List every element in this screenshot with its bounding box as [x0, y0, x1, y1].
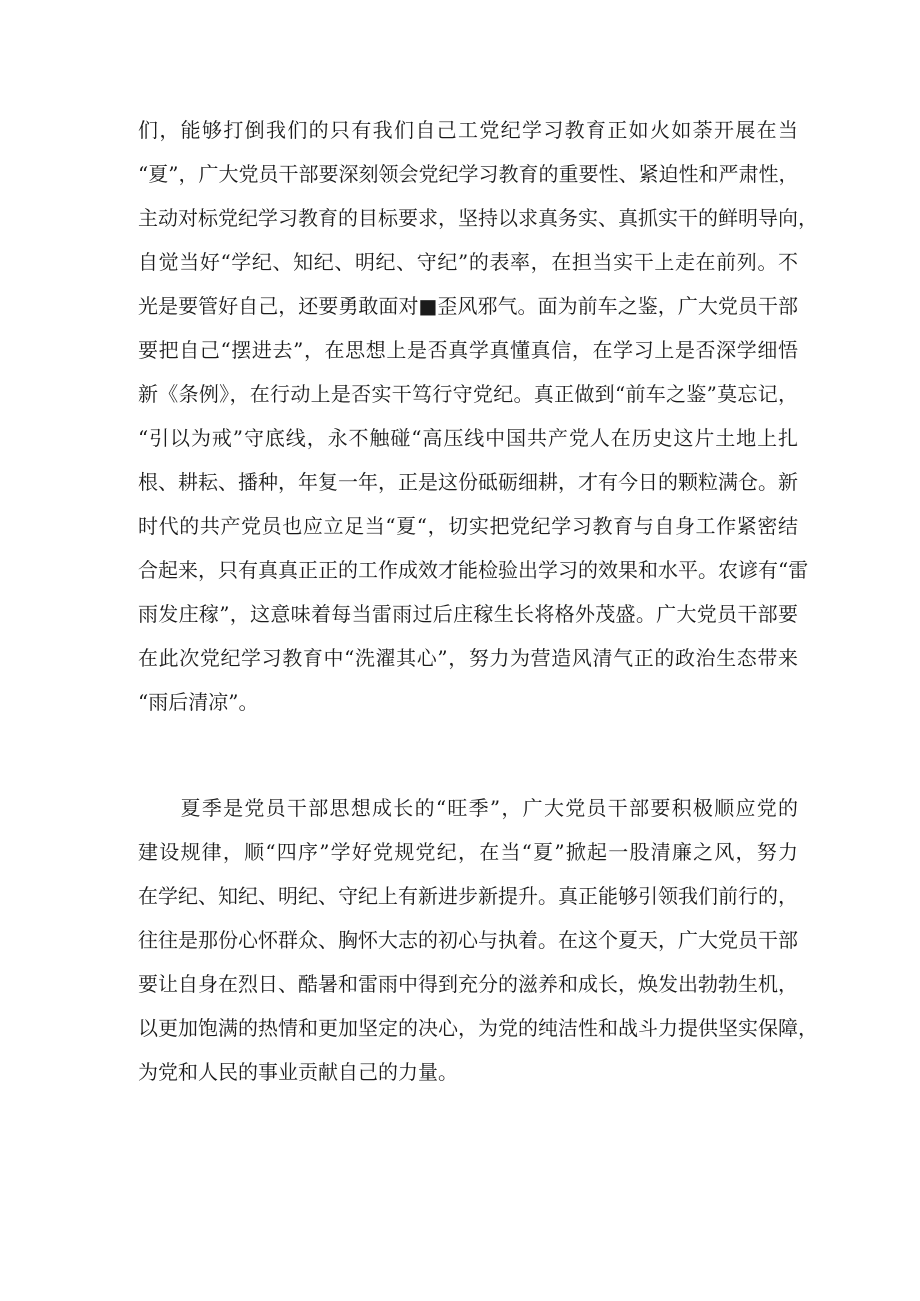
paragraph-line: “引以为戒”守底线，永不触碰“高压线中国共产党人在历史这片土地上扎	[138, 426, 798, 450]
paragraph-line: 在学纪、知纪、明纪、守纪上有新进步新提升。真正能够引领我们前行的，	[138, 884, 798, 908]
paragraph-1	[138, 108, 818, 724]
paragraph-line: 合起来，只有真真正正的工作成效才能检验出学习的效果和水平。农谚有“雷	[138, 558, 809, 582]
paragraph-line: 主动对标党纪学习教育的目标要求，坚持以求真务实、真抓实干的鲜明导向，	[138, 206, 818, 230]
paragraph-line: “雨后清凉”。	[138, 690, 259, 714]
paragraph-line: 在此次党纪学习教育中“洗濯其心”，努力为营造风清气正的政治生态带来	[138, 646, 798, 670]
paragraph-line: 以更加饱满的热情和更加坚定的决心，为党的纯洁性和战斗力提供坚实保障，	[138, 1016, 818, 1040]
paragraph-line: 建设规律，顺“四序”学好党规党纪，在当“夏”掀起一股清廉之风，努力	[138, 840, 798, 864]
paragraph-line: 夏季是党员干部思想成长的“旺季”，广大党员干部要积极顺应党的	[138, 796, 798, 820]
paragraph-line: 要让自身在烈日、酷暑和雷雨中得到充分的滋养和成长，焕发出勃勃生机，	[138, 972, 798, 996]
paragraph-2	[138, 786, 818, 1094]
paragraph-line: 新《条例》，在行动上是否实干笃行守党纪。真正做到“前车之鉴”莫忘记，	[138, 382, 798, 406]
paragraph-line: 为党和人民的事业贡献自己的力量。	[138, 1060, 458, 1084]
paragraph-line: 根、耕耘、播种，年复一年，正是这份砥砺细耕，才有今日的颗粒满仓。新	[138, 470, 798, 494]
paragraph-line: 要把自己“摆进去”，在思想上是否真学真懂真信，在学习上是否深学细悟	[138, 338, 798, 362]
paragraph-line: 自觉当好“学纪、知纪、明纪、守纪”的表率，在担当实干上走在前列。不	[138, 250, 798, 274]
paragraph-line: “夏”，广大党员干部要深刻领会党纪学习教育的重要性、紧迫性和严肃性，	[138, 162, 799, 186]
paragraph-line: 时代的共产党员也应立足当“夏“，切实把党纪学习教育与自身工作紧密结	[138, 514, 798, 538]
paragraph-line: 光是要管好自己，还要勇敢面对■歪风邪气。面为前车之鉴，广大党员干部	[138, 294, 798, 318]
paragraph-line: 们，能够打倒我们的只有我们自己工党纪学习教育正如火如荼开展在当	[138, 118, 798, 142]
paragraph-line: 雨发庄稼”，这意味着每当雷雨过后庄稼生长将格外茂盛。广大党员干部要	[138, 602, 798, 626]
paragraph-line: 往往是那份心怀群众、胸怀大志的初心与执着。在这个夏天，广大党员干部	[138, 928, 798, 952]
